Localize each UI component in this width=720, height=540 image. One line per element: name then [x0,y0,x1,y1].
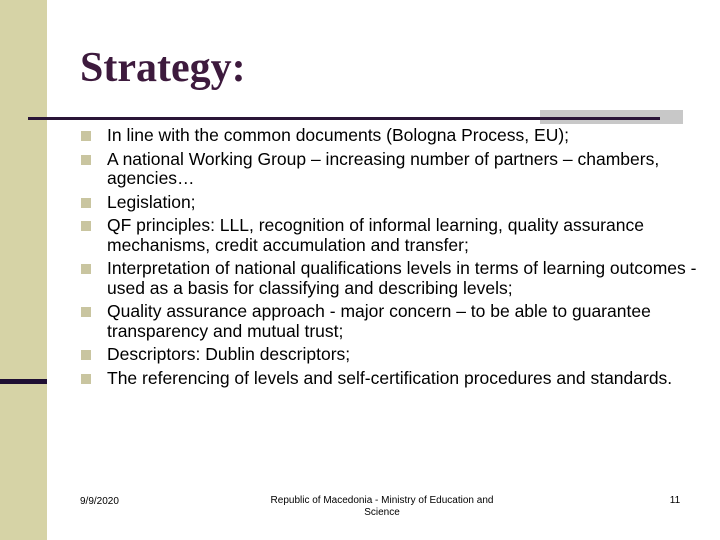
bullet-list [80,126,700,392]
square-bullet-icon [81,374,91,384]
square-bullet-icon [81,350,91,360]
bullet-item [80,193,700,213]
decorative-side-bar [0,0,47,540]
bullet-item [80,150,700,189]
bullet-item [80,302,700,341]
square-bullet-icon [81,131,91,141]
square-bullet-icon [81,198,91,208]
slide-title: Strategy: [80,45,246,91]
bullet-item [80,345,700,365]
square-bullet-icon [81,307,91,317]
bullet-item [80,126,700,146]
side-bar-accent-line [0,379,47,384]
bullet-text: Legislation; [107,191,196,212]
bullet-text: In line with the common documents (Bologna Process, EU); [107,125,570,145]
bullet-text: Descriptors: Dublin descriptors; [107,344,351,364]
bullet-text: A national Working Group – increasing number of partners – chambers, agencies… [107,148,660,188]
page-number: 11 [669,495,681,506]
bullet-text: Quality assurance approach - major concern – to be able to guarantee transparency and mutual trust; [107,301,651,341]
footer-organization: Republic of Macedonia - Ministry of Education and Science [270,495,494,518]
bullet-item [80,216,700,255]
footer-date: 9/9/2020 [80,496,119,507]
square-bullet-icon [81,221,91,231]
bullet-text: The referencing of levels and self-certification procedures and standards. [107,367,673,388]
square-bullet-icon [81,155,91,165]
bullet-item [80,259,700,298]
bullet-item [80,369,700,389]
square-bullet-icon [81,264,91,274]
bullet-text: Interpretation of national qualifications levels in terms of learning outcomes - used as a basis for classifying and describing levels; [107,258,697,298]
bullet-text: QF principles: LLL, recognition of informal learning, quality assurance mechanisms, credit accumulation and transfer; [107,215,644,255]
title-divider-rule [28,117,660,120]
